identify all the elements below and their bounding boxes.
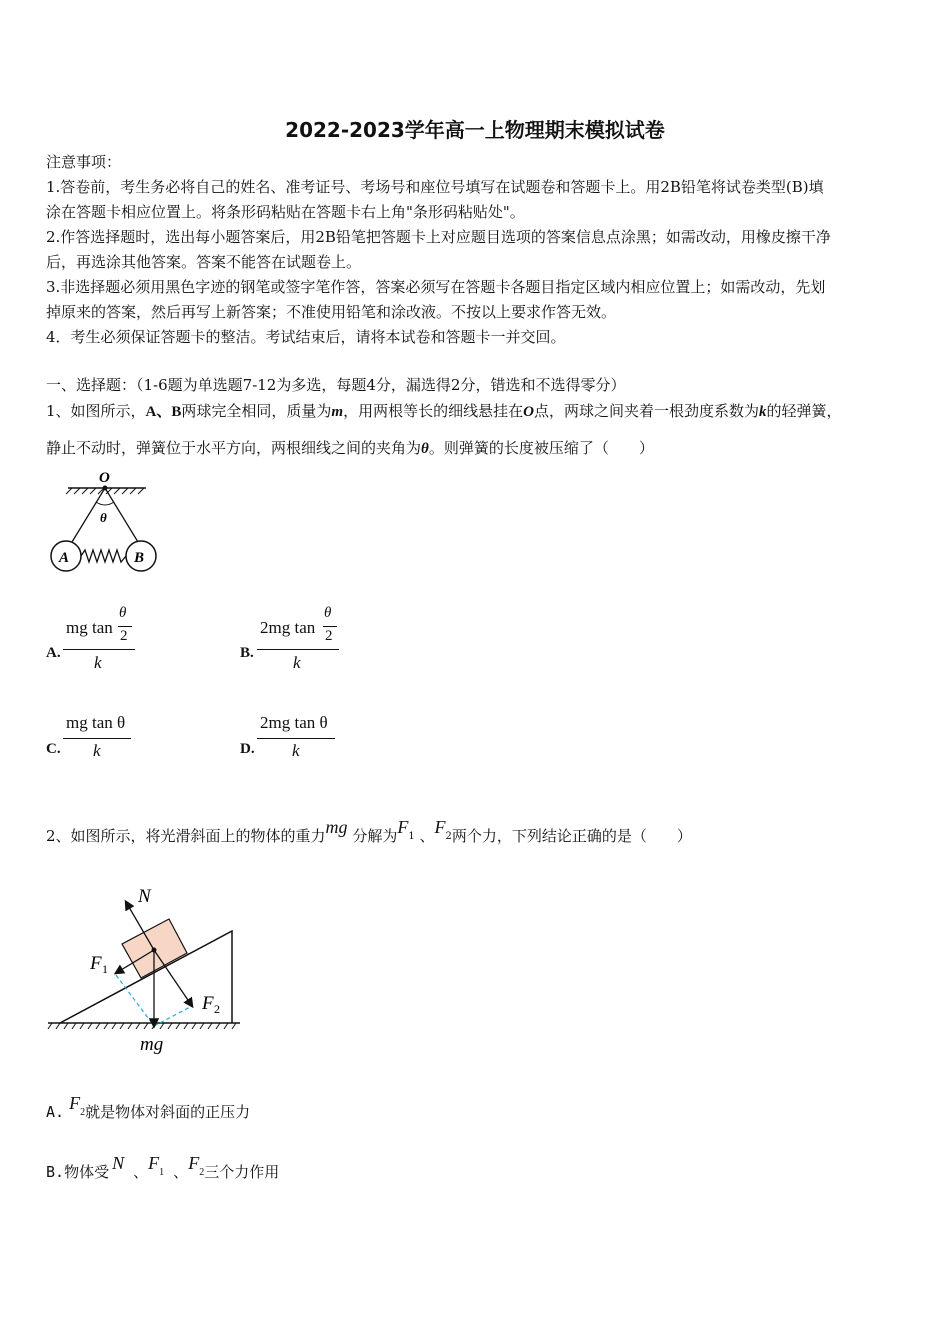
q2-option-a: A. $F_2$就是物体对斜面的正压力 [46, 1093, 251, 1121]
notice-line-3: 2.作答选择题时，选出每小题答案后，用2B铅笔把答题卡上对应题目选项的答案信息点涂黑；如需改动，用橡皮擦干净 [46, 228, 831, 246]
q2-figure [44, 880, 254, 1060]
notice-line-7: 4．考生必须保证答题卡的整洁。考试结束后，请将本试卷和答题卡一并交回。 [46, 328, 566, 346]
q1-figure [44, 470, 164, 580]
label-n: N [138, 886, 151, 907]
q1-option-a-formula: mg tan θ 2 k [63, 605, 138, 677]
label-b: B [134, 550, 145, 566]
label-theta: θ [100, 510, 107, 525]
q1-option-b-label: B. [240, 645, 254, 661]
q2-option-b: B.物体受 N 、$F_1$ 、$F_2$三个力作用 [46, 1153, 280, 1181]
section-heading: 一、选择题：（1-6题为单选题7-12为多选，每题4分，漏选得2分，错选和不选得零分） [46, 376, 626, 394]
label-o: O [99, 470, 110, 486]
spring-icon [81, 550, 126, 562]
q1-stem-line1: 1、如图所示，A、B两球完全相同，质量为m，用两根等长的细线悬挂在O点，两球之间夹着一根劲度系数为k的轻弹簧， [46, 402, 842, 420]
q1-option-a-label: A. [46, 645, 61, 661]
q1-option-c-formula: mg tan θ k [63, 713, 138, 765]
label-mg: mg [140, 1034, 164, 1055]
label-a: A [59, 550, 70, 566]
label-f1-sub: 1 [102, 962, 108, 976]
notice-heading: 注意事项： [46, 153, 122, 171]
q2-stem: 2、如图所示，将光滑斜面上的物体的重力mg 分解为$F_1$ 、$F_2$两个力，下列结论正确的是（ ） [46, 817, 692, 845]
page-title: 2022-2023学年高一上物理期末模拟试卷 [285, 118, 665, 142]
label-f1: F [90, 953, 102, 974]
notice-line-5: 3.非选择题必须用黑色字迹的钢笔或签字笔作答，答案必须写在答题卡各题目指定区域内相应位置上；如需改动，先划 [46, 278, 826, 296]
label-f2-sub: 2 [214, 1002, 220, 1016]
q1-option-b-formula: 2mg tan θ 2 k [257, 605, 342, 677]
notice-line-4: 后，再选涂其他答案。答案不能答在试题卷上。 [46, 253, 362, 271]
notice-line-2: 涂在答题卡相应位置上。将条形码粘贴在答题卡右上角"条形码粘贴处"。 [46, 203, 525, 221]
notice-line-6: 掉原来的答案，然后再写上新答案；不准使用铅笔和涂改液。不按以上要求作答无效。 [46, 303, 617, 321]
q1-option-d-label: D. [240, 741, 255, 757]
label-f2: F [202, 993, 214, 1014]
q1-option-c-label: C. [46, 741, 61, 757]
q1-stem-line2: 静止不动时，弹簧位于水平方向，两根细线之间的夹角为θ。则弹簧的长度被压缩了（ ） [46, 439, 654, 457]
notice-line-1: 1.答卷前，考生务必将自己的姓名、准考证号、考场号和座位号填写在试题卷和答题卡上。用2B铅笔将试卷类型(B)填 [46, 178, 824, 196]
q1-option-d-formula: 2mg tan θ k [257, 713, 342, 765]
